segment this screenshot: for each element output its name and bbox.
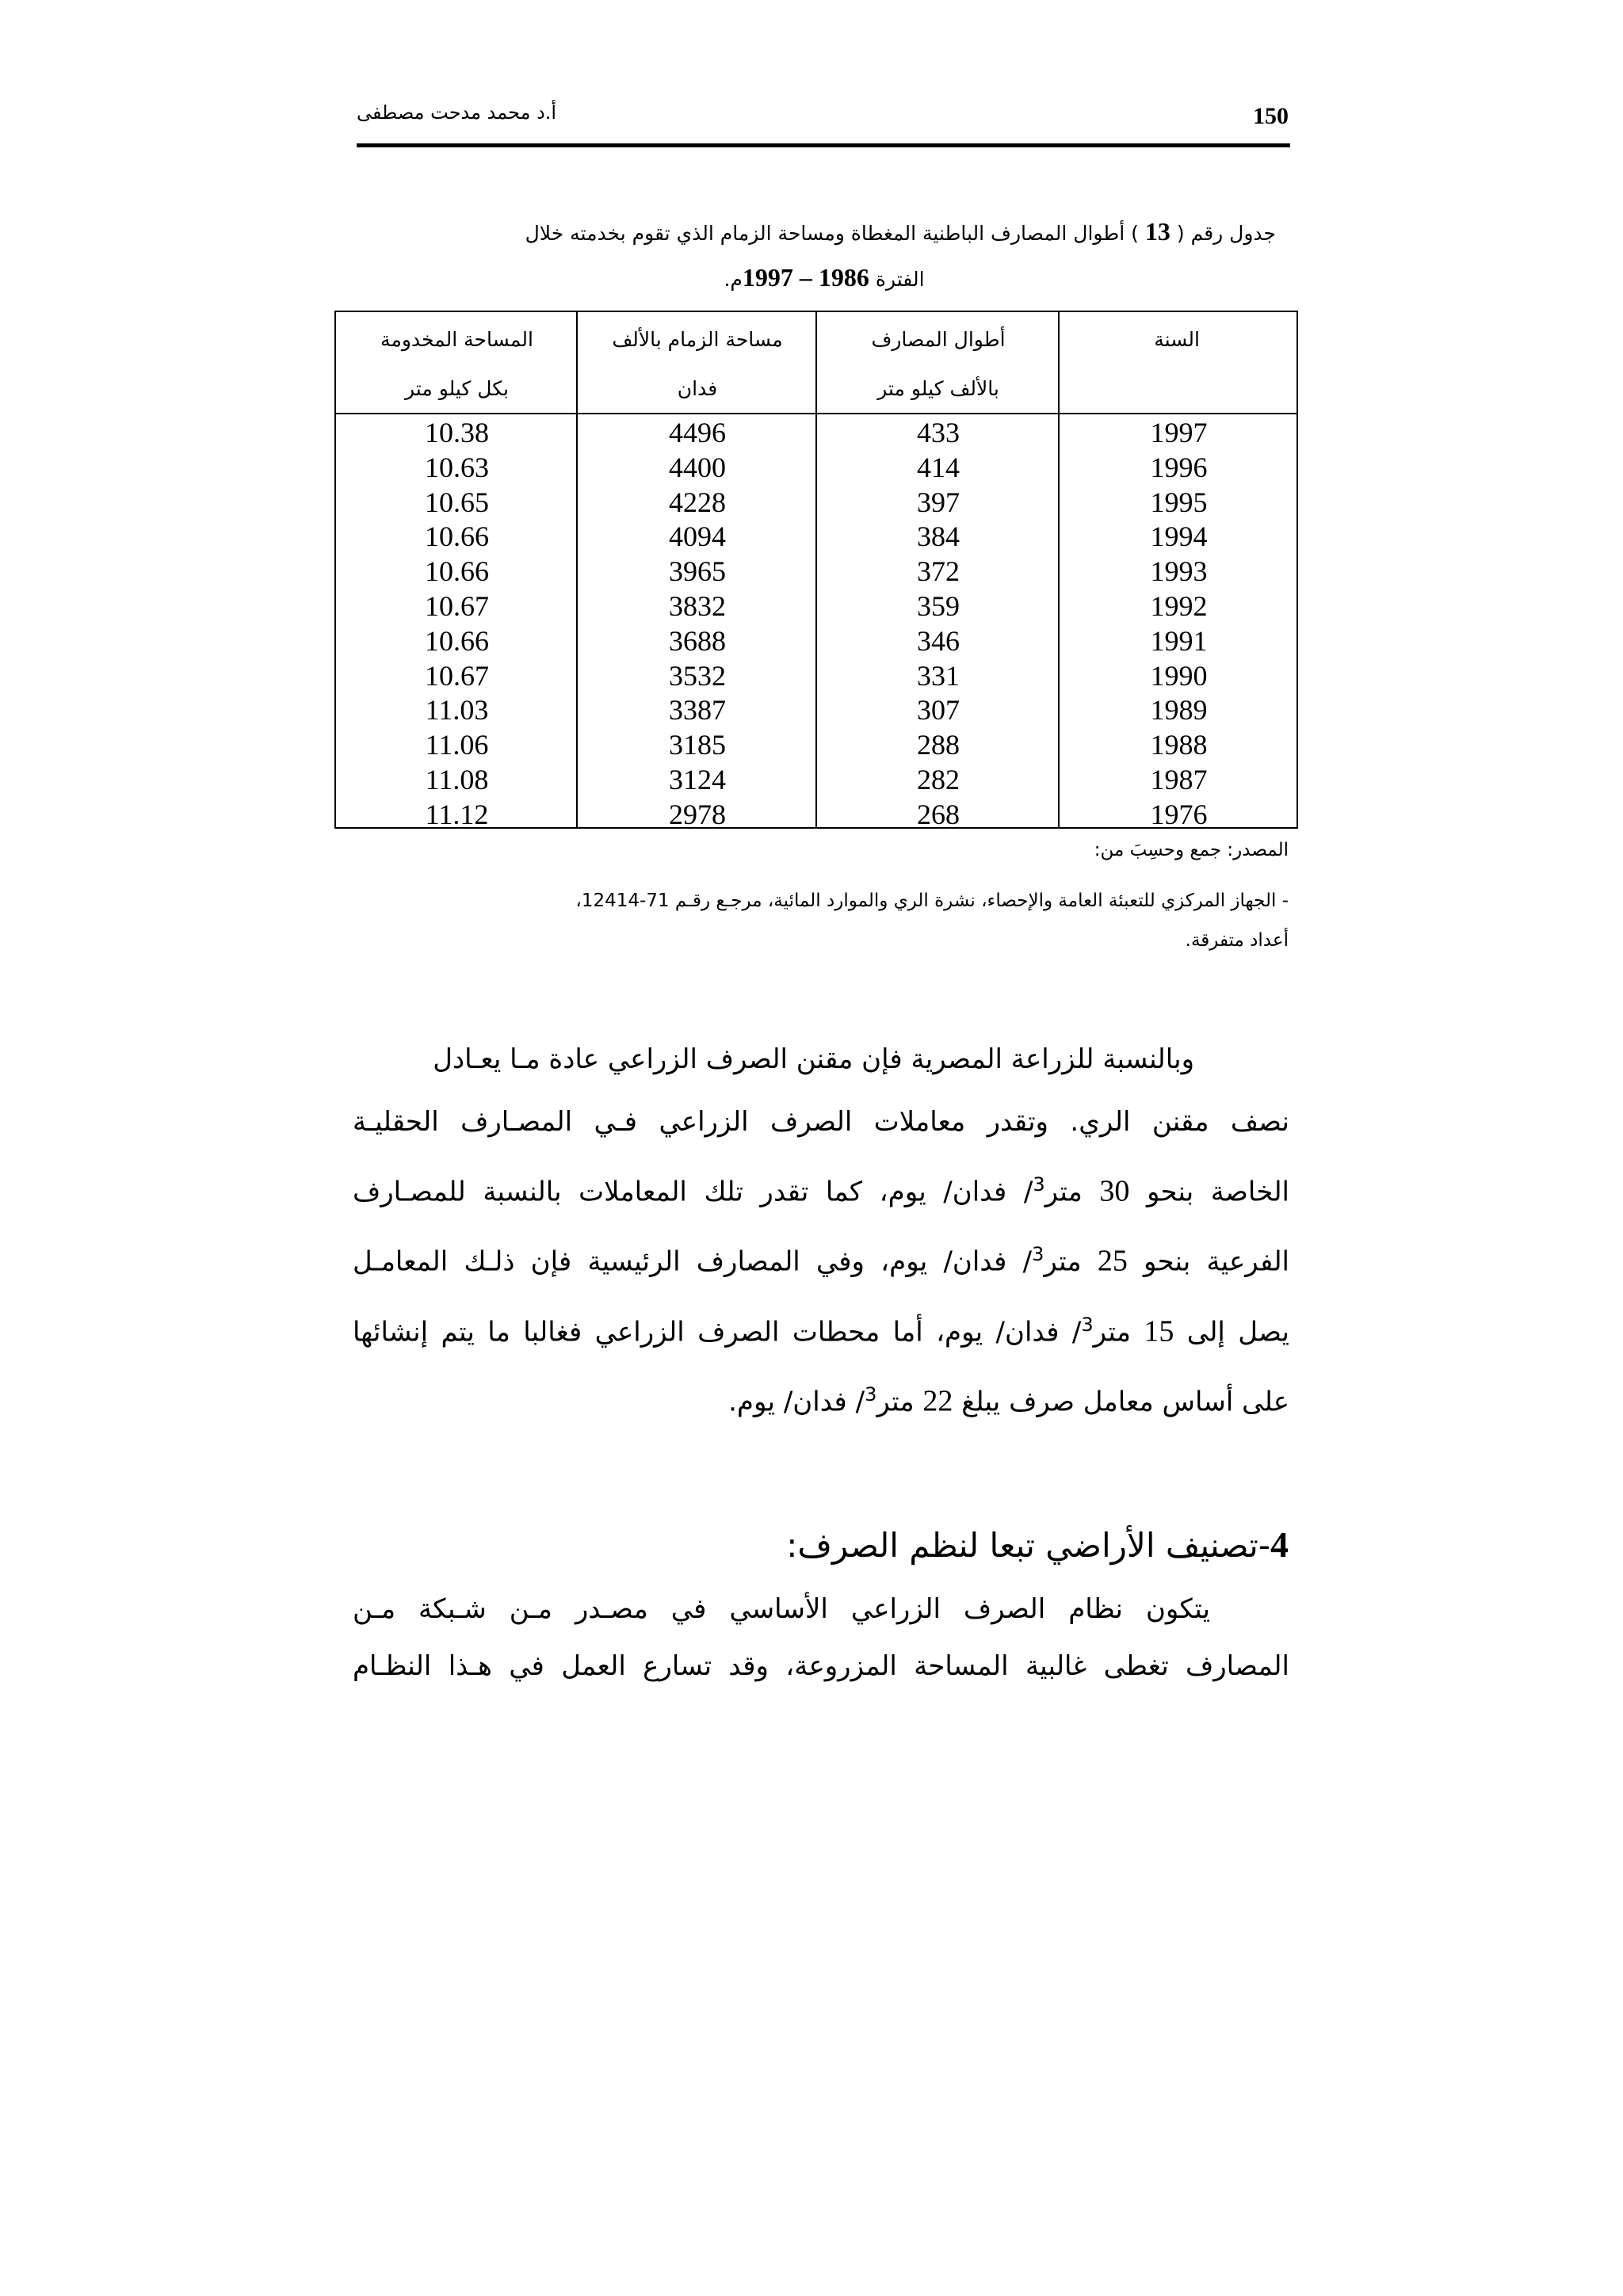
cell-year: 1987 [1150,763,1208,795]
paragraph1-line: وبالنسبة للزراعة المصرية فإن مقنن الصرف الزراعي عادة مـا يعـادل [433,1043,1194,1075]
cell-length: 384 [917,521,960,553]
text-span: / فدان/ يوم. [728,1386,865,1418]
header-served-area [336,312,578,413]
cell-area: 4496 [669,417,726,448]
text-span: متر [1044,1176,1100,1208]
caption-table-number: 13 [1138,217,1177,246]
table-row [336,520,1296,555]
table-row [336,416,1296,451]
drainage-table [334,311,1298,829]
paragraph1-line [353,1154,1289,1223]
table-row [336,763,1296,798]
table-row [336,451,1296,486]
cell-year: 1988 [1150,729,1208,761]
header-length-line1: أطوال المصارف [871,328,1006,351]
number-span: 25 [1097,1244,1128,1278]
cell-served-area: 10.67 [425,589,489,622]
cell-served-area: 11.06 [425,729,489,761]
page-number: 150 [1253,103,1289,129]
cell-area: 4400 [669,451,726,483]
superscript: 3 [865,1383,877,1405]
cell-length: 372 [917,555,960,588]
cell-served-area: 10.66 [425,624,489,657]
caption-period-suffix: م. [724,268,743,291]
header-served-line1: المساحة المخدومة [380,328,533,351]
cell-length: 331 [917,659,960,692]
text-span: متر [876,1386,923,1418]
superscript: 3 [1033,1173,1045,1196]
cell-length: 346 [917,624,960,657]
cell-year: 1989 [1150,694,1208,727]
cell-served-area: 10.38 [425,417,489,448]
header-area [578,312,817,413]
paragraph1-line [353,1223,1289,1293]
text-span: / فدان/ يوم، أما محطات الصرف الزراعي فغالبا ما يتم إنشائها [353,1315,1082,1348]
table-row [336,555,1296,589]
cell-served-area: 11.03 [425,694,489,727]
cell-year: 1976 [1150,798,1208,830]
table-row [336,486,1296,521]
cell-length: 397 [917,486,960,518]
source-reference-cont: أعداد متفرقة. [1185,930,1289,951]
section-number: 4 [1270,1524,1289,1565]
table-caption-line2 [372,261,1276,296]
table-caption-line1 [372,215,1276,250]
cell-length: 307 [917,694,960,727]
table-row [336,693,1296,728]
cell-served-area: 10.65 [425,486,489,518]
caption-title: ) أطوال المصارف الباطنية المغطاة ومساحة الزمام الذي تقوم بخدمته خلال [525,222,1139,245]
cell-area: 2978 [669,798,726,830]
header-divider [357,143,1290,147]
cell-year: 1990 [1150,659,1208,692]
cell-served-area: 10.66 [425,555,489,588]
cell-length: 433 [917,417,960,448]
cell-area: 3832 [669,589,726,622]
cell-area: 3532 [669,659,726,692]
table-body [336,416,1296,833]
number-span: 15 [1144,1314,1174,1348]
caption-prefix: جدول رقم ( [1176,222,1276,245]
source-label: المصدر: جمع وحسِبَ من: [1094,840,1289,860]
cell-served-area: 11.08 [425,763,489,795]
header-area-line1: مساحة الزمام بالألف [612,328,783,351]
text-span: متر [1044,1245,1098,1278]
cell-year: 1997 [1150,417,1208,448]
superscript: 3 [1032,1243,1044,1266]
text-span: على أساس معامل صرف يبلغ [953,1386,1289,1418]
text-span: الفرعية بنحو [1127,1245,1290,1278]
cell-served-area: 10.66 [425,521,489,553]
text-span: الخاصة بنحو [1129,1176,1290,1208]
superscript: 3 [1081,1313,1094,1336]
source-reference: - الجهاز المركزي للتعبئة العامة والإحصاء، نشرة الري والموارد المائية، مرجـع رقـم 71-12414، [575,891,1289,911]
cell-area: 4094 [669,521,726,553]
cell-area: 4228 [669,486,726,518]
cell-length: 414 [917,451,960,483]
cell-area: 3185 [669,729,726,761]
cell-area: 3965 [669,555,726,588]
cell-area: 3688 [669,624,726,657]
cell-served-area: 10.67 [425,659,489,692]
header-year-label: السنة [1154,328,1200,351]
table-row [336,659,1296,694]
header-author: أ.د محمد مدحت مصطفى [357,101,557,124]
number-span: 22 [922,1384,953,1418]
cell-length: 282 [917,763,960,795]
table-row [336,624,1296,659]
header-length-line2: بالألف كيلو متر [877,377,999,400]
cell-served-area: 11.12 [425,798,489,830]
paragraph1-line [353,1363,1289,1433]
cell-year: 1995 [1150,486,1208,518]
table-row [336,798,1296,833]
section-title: -تصنيف الأراضي تبعا لنظم الصرف: [786,1526,1270,1565]
caption-period-label: الفترة [869,268,925,291]
caption-years: 1986 – 1997 [742,263,869,292]
cell-year: 1996 [1150,451,1208,483]
text-span: / فدان/ يوم، وفي المصارف الرئيسية فإن ذلـك المعامـل [353,1245,1033,1278]
cell-year: 1994 [1150,521,1208,553]
table-row [336,589,1296,624]
text-span: متر [1093,1315,1144,1348]
cell-length: 359 [917,589,960,622]
cell-year: 1991 [1150,624,1208,657]
number-span: 30 [1099,1174,1130,1208]
cell-served-area: 10.63 [425,451,489,483]
paragraph1 [353,1028,1289,1433]
text-span: / فدان/ يوم، كما تقدر تلك المعاملات بالنسبة للمصـارف [353,1176,1033,1208]
paragraph1-line [353,1294,1289,1363]
header-served-line2: بكل كيلو متر [405,377,509,400]
paragraph2-line: المصارف تغطى غالبية المساحة المزروعة، وقد تسارع العمل في هـذا النظـام [353,1650,1289,1682]
cell-length: 268 [917,798,960,830]
table-row [336,728,1296,763]
header-year [1060,312,1298,413]
section-heading [713,1521,1289,1569]
cell-year: 1992 [1150,589,1208,622]
header-area-line2: فدان [677,377,718,400]
header-length [817,312,1060,413]
cell-area: 3124 [669,763,726,795]
cell-length: 288 [917,729,960,761]
paragraph1-line: نصف مقنن الري. وتقدر معاملات الصرف الزراعي فـي المصـارف الحقليـة [353,1106,1289,1138]
cell-area: 3387 [669,694,726,727]
paragraph2 [353,1581,1289,1695]
paragraph2-line: يتكون نظام الصرف الزراعي الأساسي في مصـدر مـن شـبكة مـن [353,1593,1210,1625]
text-span: يصل إلى [1174,1315,1289,1348]
cell-year: 1993 [1150,555,1208,588]
